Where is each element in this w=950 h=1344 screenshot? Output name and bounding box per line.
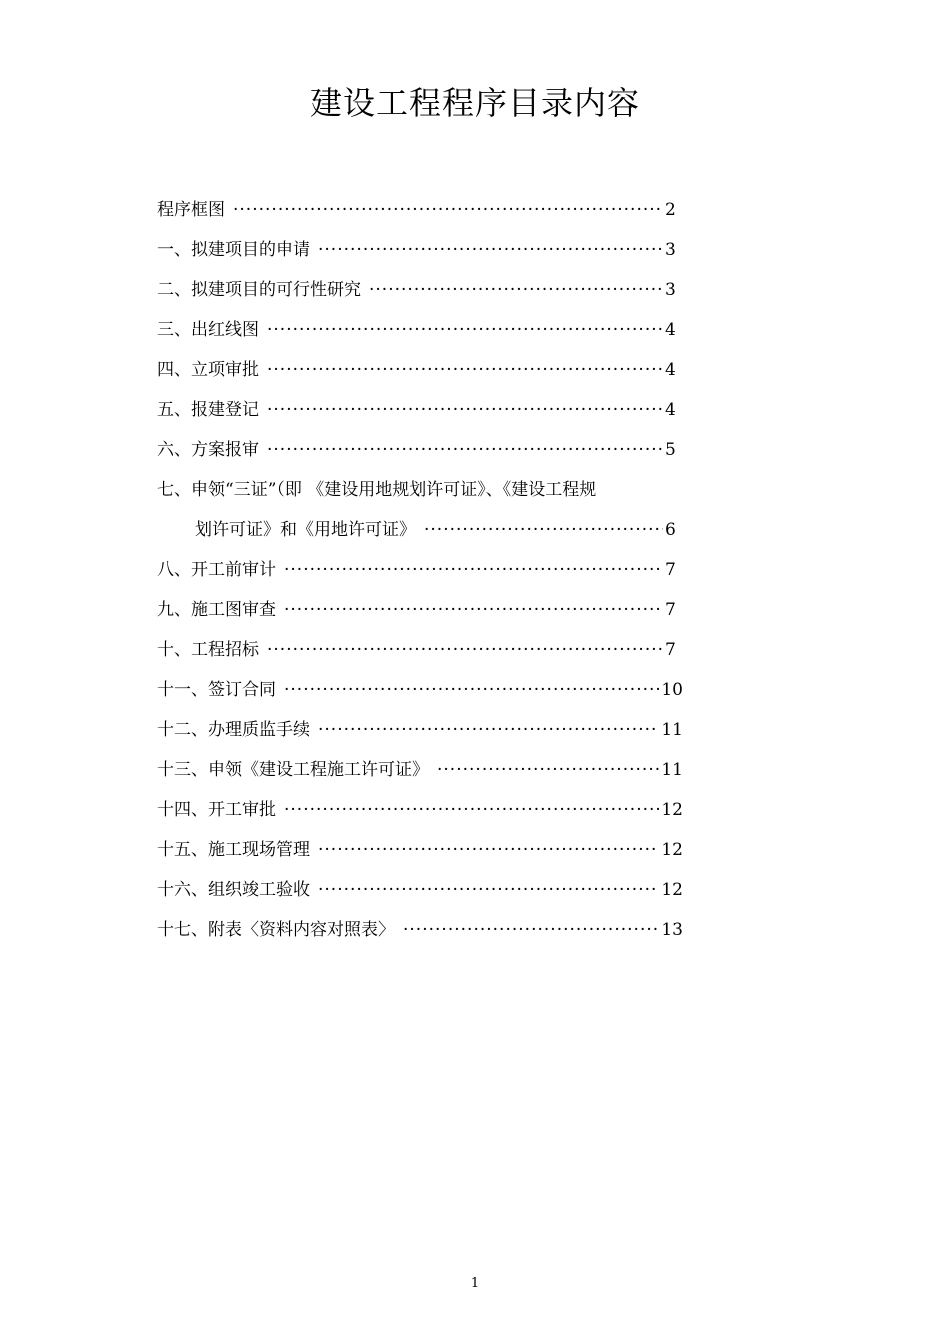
toc-page-number: 12 [661, 840, 683, 860]
toc-label-continuation: 划许可证》和《用地许可证》 [195, 520, 416, 540]
toc-entry-13[interactable] [157, 750, 683, 790]
toc-entry-15[interactable] [157, 830, 683, 870]
dot-leader [284, 670, 659, 710]
toc-label: 十一、签订合同 [157, 680, 276, 700]
toc-page-number: 11 [661, 760, 683, 780]
toc-entry-6[interactable] [157, 430, 683, 470]
toc-label: 十四、开工审批 [157, 800, 276, 820]
toc-page-number: 11 [661, 720, 683, 740]
toc-page-number: 6 [665, 520, 676, 540]
dot-leader [424, 510, 663, 550]
toc-page-number: 7 [665, 560, 676, 580]
dot-leader [437, 750, 659, 790]
dot-leader [318, 870, 659, 910]
toc-label: 四、立项审批 [157, 360, 259, 380]
toc-page-number: 2 [665, 200, 676, 220]
table-of-contents [157, 190, 683, 950]
dot-leader [284, 790, 659, 830]
toc-label: 五、报建登记 [157, 400, 259, 420]
toc-entry-10[interactable] [157, 630, 683, 670]
toc-label: 十六、组织竣工验收 [157, 880, 310, 900]
toc-entry-diagram[interactable] [157, 190, 683, 230]
toc-entry-14[interactable] [157, 790, 683, 830]
toc-label: 九、施工图审查 [157, 600, 276, 620]
toc-label: 十三、申领《建设工程施工许可证》 [157, 760, 429, 780]
toc-label: 十、工程招标 [157, 640, 259, 660]
toc-label: 程序框图 [157, 200, 225, 220]
dot-leader [318, 230, 663, 270]
dot-leader [267, 350, 663, 390]
toc-page-number: 13 [661, 920, 683, 940]
toc-page-number: 10 [661, 680, 683, 700]
toc-label: 十五、施工现场管理 [157, 840, 310, 860]
toc-label: 二、拟建项目的可行性研究 [157, 280, 361, 300]
toc-page-number: 12 [661, 800, 683, 820]
toc-entry-3[interactable] [157, 310, 683, 350]
toc-page-number: 3 [665, 280, 676, 300]
toc-entry-12[interactable] [157, 710, 683, 750]
toc-label: 十二、办理质监手续 [157, 720, 310, 740]
page-number: 1 [470, 1276, 480, 1291]
dot-leader [233, 190, 663, 230]
toc-entry-7[interactable] [157, 470, 683, 550]
toc-page-number: 4 [665, 320, 676, 340]
toc-entry-17[interactable] [157, 910, 683, 950]
toc-entry-8[interactable] [157, 550, 683, 590]
dot-leader [284, 590, 663, 630]
dot-leader [318, 830, 659, 870]
toc-label: 八、开工前审计 [157, 560, 276, 580]
dot-leader [284, 550, 663, 590]
toc-page-number: 5 [665, 440, 676, 460]
toc-page-number: 4 [665, 360, 676, 380]
toc-label: 一、拟建项目的申请 [157, 240, 310, 260]
dot-leader [369, 270, 663, 310]
dot-leader [267, 390, 663, 430]
toc-entry-11[interactable] [157, 670, 683, 710]
toc-page-number: 7 [665, 600, 676, 620]
toc-entry-16[interactable] [157, 870, 683, 910]
page-title: 建设工程程序目录内容 [309, 84, 640, 122]
dot-leader [267, 630, 663, 670]
dot-leader [267, 430, 663, 470]
toc-page-number: 7 [665, 640, 676, 660]
toc-entry-2[interactable] [157, 270, 683, 310]
toc-label: 十七、附表〈资料内容对照表〉 [157, 920, 395, 940]
toc-label: 三、出红线图 [157, 320, 259, 340]
toc-entry-9[interactable] [157, 590, 683, 630]
toc-entry-4[interactable] [157, 350, 683, 390]
dot-leader [318, 710, 659, 750]
dot-leader [403, 910, 659, 950]
toc-label: 六、方案报审 [157, 440, 259, 460]
toc-label: 七、申领“三证”（即 《建设用地规划许可证》、《建设工程规 [157, 480, 597, 500]
toc-entry-5[interactable] [157, 390, 683, 430]
toc-entry-1[interactable] [157, 230, 683, 270]
toc-page-number: 12 [661, 880, 683, 900]
toc-page-number: 4 [665, 400, 676, 420]
dot-leader [267, 310, 663, 350]
toc-page-number: 3 [665, 240, 676, 260]
